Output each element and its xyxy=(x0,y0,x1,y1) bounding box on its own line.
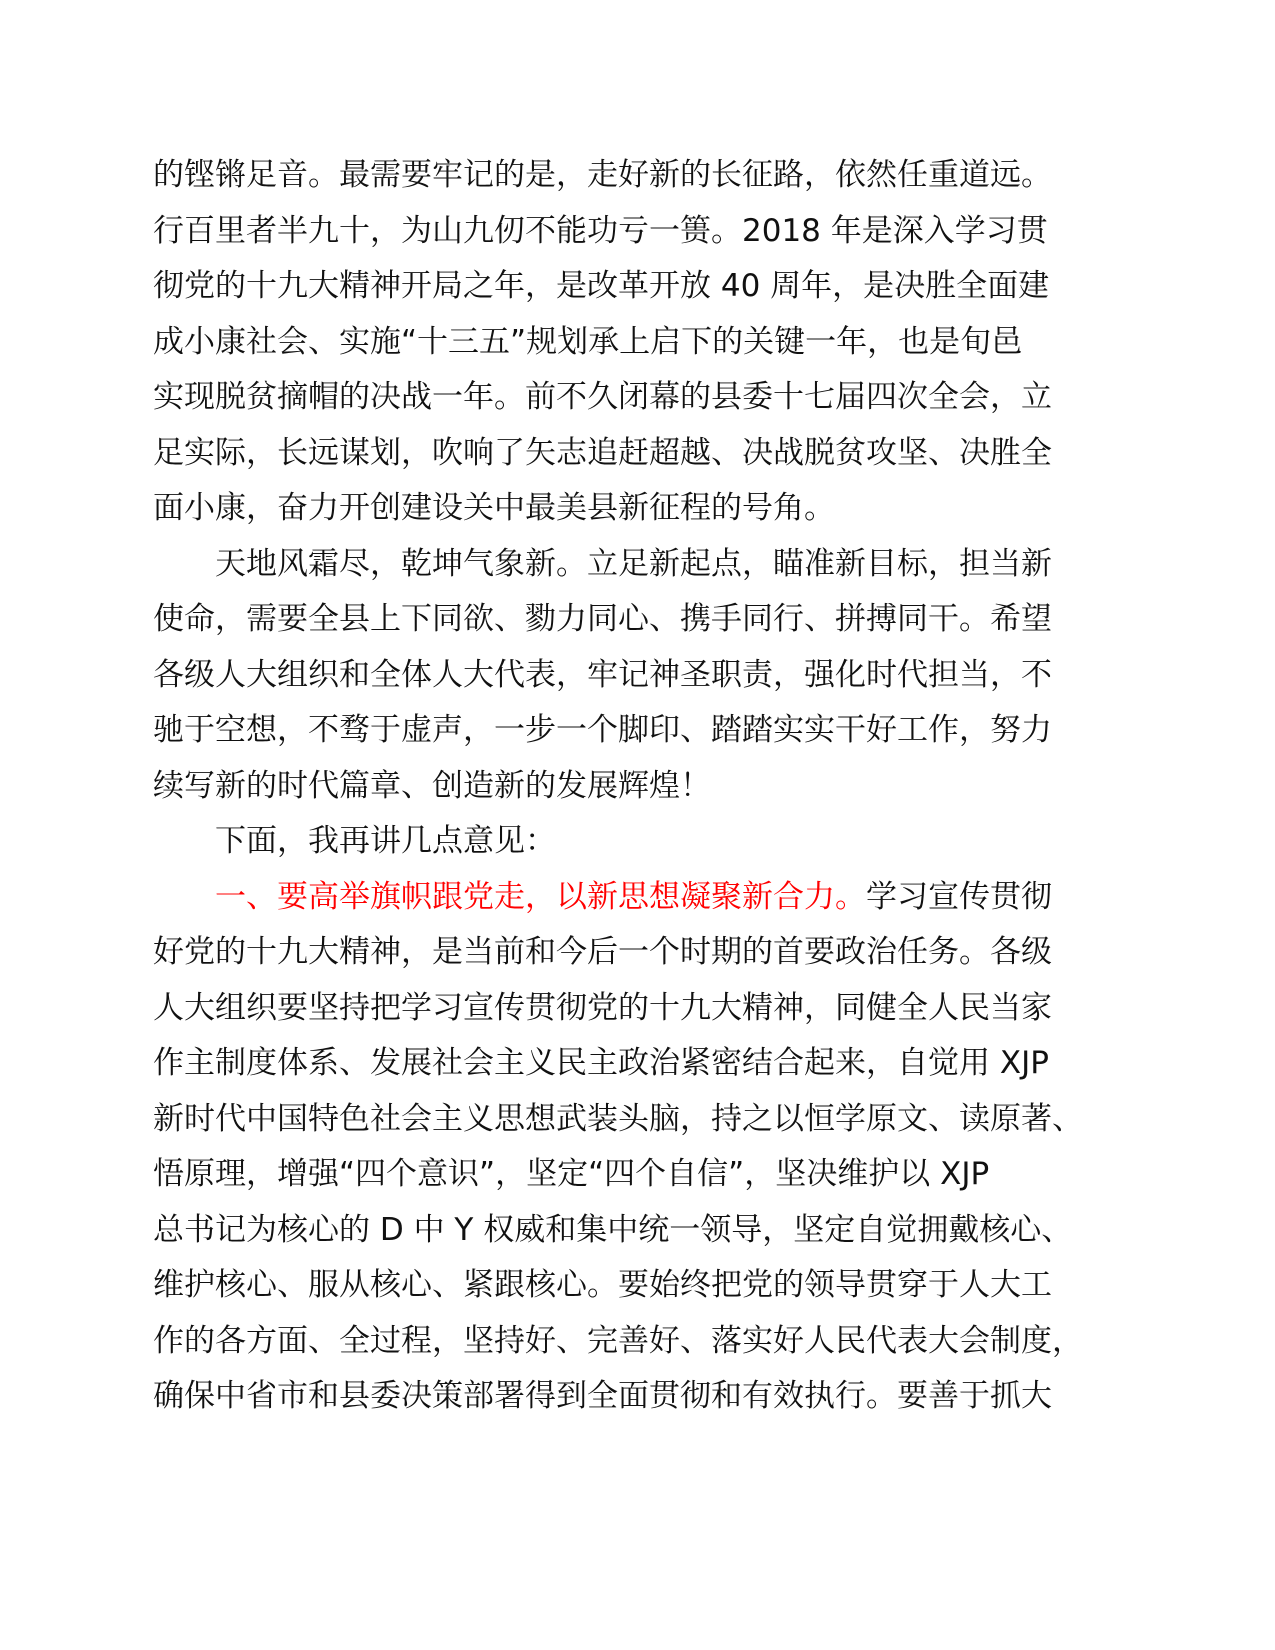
text-line: 新时代中国特色社会主义思想武装头脑，持之以恒学原文、读原著、 xyxy=(153,1100,1083,1137)
text-line: 作的各方面、全过程，坚持好、完善好、落实好人民代表大会制度， xyxy=(153,1322,1083,1359)
text-line-tail: 学习宣传贯彻 xyxy=(866,878,1052,915)
text-line: 人大组织要坚持把学习宣传贯彻党的十九大精神，同健全人民当家 xyxy=(153,989,1052,1026)
text-line: 实现脱贫摘帽的决战一年。前不久闭幕的县委十七届四次全会，立 xyxy=(153,379,1052,415)
text-line: 驰于空想，不骛于虚声，一步一个脚印、踏踏实实干好工作，努力 xyxy=(153,712,1052,748)
section-heading: 一、要高举旗帜跟党走，以新思想凝聚新合力。 xyxy=(215,878,866,915)
text-line: 行百里者半九十，为山九仞不能功亏一篑。2018 年是深入学习贯 xyxy=(153,212,1048,249)
text-line: 天地风霜尽，乾坤气象新。立足新起点，瞄准新目标，担当新 xyxy=(215,545,1052,582)
text-line: 续写新的时代篇章、创造新的发展辉煌！ xyxy=(153,767,711,804)
text-line: 作主制度体系、发展社会主义民主政治紧密结合起来，自觉用 XJP xyxy=(153,1045,1049,1081)
text-line: 各级人大组织和全体人大代表，牢记神圣职责，强化时代担当，不 xyxy=(153,656,1052,693)
text-line: 总书记为核心的 D 中 Y 权威和集中统一领导，坚定自觉拥戴核心、 xyxy=(153,1211,1073,1248)
text-line: 成小康社会、实施“十三五”规划承上启下的关键一年，也是旬邑 xyxy=(153,323,1023,360)
text-line: 的铿锵足音。最需要牢记的是，走好新的长征路，依然任重道远。 xyxy=(153,157,1052,193)
text-line: 面小康，奋力开创建设关中最美县新征程的号角。 xyxy=(153,490,835,526)
text-line: 悟原理，增强“四个意识”，坚定“四个自信”，坚决维护以 XJP xyxy=(153,1156,990,1192)
text-line: 下面，我再讲几点意见： xyxy=(215,823,556,859)
text-line: 使命，需要全县上下同欲、勠力同心、携手同行、拼搏同干。希望 xyxy=(153,601,1052,637)
text-line: 确保中省市和县委决策部署得到全面贯彻和有效执行。要善于抓大 xyxy=(153,1378,1052,1414)
document-body xyxy=(153,148,1113,1425)
section-heading-line xyxy=(153,870,1113,926)
text-line: 足实际，长远谋划，吹响了矢志追赶超越、决战脱贫攻坚、决胜全 xyxy=(153,434,1052,471)
text-line: 彻党的十九大精神开局之年，是改革开放 40 周年，是决胜全面建 xyxy=(153,268,1050,304)
text-line: 维护核心、服从核心、紧跟核心。要始终把党的领导贯穿于人大工 xyxy=(153,1267,1052,1303)
text-line: 好党的十九大精神，是当前和今后一个时期的首要政治任务。各级 xyxy=(153,934,1052,970)
